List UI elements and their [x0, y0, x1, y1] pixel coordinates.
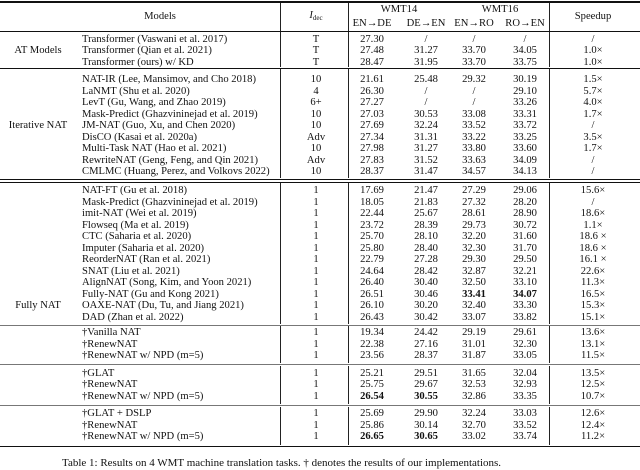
score-value: 33.70: [462, 56, 486, 68]
score-value: 32.20: [462, 231, 486, 242]
speedup-value: 1.5×: [583, 74, 603, 85]
block-rule: [0, 405, 640, 406]
score-value: 21.83: [414, 196, 438, 208]
model-name: CTC (Saharia et al. 2020): [82, 231, 192, 242]
score-value: 33.41: [462, 288, 486, 300]
speedup-value: 1.7×: [583, 143, 603, 154]
column-divider: [280, 3, 281, 31]
column-divider: [348, 366, 349, 404]
column-divider: [348, 3, 349, 31]
score-value: 34.07: [513, 288, 537, 300]
idec-value: 10: [310, 108, 322, 120]
speedup-value: 13.5×: [580, 367, 606, 379]
column-divider: [549, 366, 550, 404]
speedup-value: 16.1 ×: [579, 254, 607, 265]
group-label: Iterative NAT: [8, 120, 68, 131]
model-name: †RenewNAT: [82, 419, 138, 431]
speedup-value: 16.5×: [580, 288, 606, 300]
model-name: †RenewNAT w/ NPD (m=5): [82, 431, 204, 442]
score-value: 32.24: [414, 120, 438, 131]
score-value: 33.30: [513, 300, 537, 311]
score-value: 33.26: [513, 97, 537, 108]
model-name: Imputer (Saharia et al. 2020): [82, 242, 205, 254]
score-value: 33.02: [462, 431, 486, 442]
header-idec: [309, 10, 322, 24]
idec-value: 1: [313, 300, 319, 311]
score-value: 32.70: [462, 419, 486, 431]
idec-value: 1: [313, 265, 319, 277]
score-value: 33.52: [513, 419, 537, 431]
score-value: 21.61: [360, 74, 384, 85]
speedup-value: 15.3×: [580, 300, 606, 311]
score-value: 28.10: [414, 231, 438, 242]
score-value: 26.51: [360, 288, 384, 300]
score-value: 32.93: [513, 379, 537, 390]
speedup-value: 18.6 ×: [579, 231, 607, 242]
speedup-value: 1.1×: [583, 219, 603, 231]
score-value: 33.08: [462, 108, 486, 120]
model-name: Fully-NAT (Gu and Kong 2021): [82, 288, 219, 300]
table-caption: Table 1: Results on 4 WMT machine translation tasks. † denotes the results of our implementations.: [62, 457, 502, 469]
speedup-value: /: [591, 120, 595, 131]
score-value: 32.53: [462, 379, 486, 390]
score-value: /: [472, 85, 476, 97]
score-value: 28.90: [513, 208, 537, 219]
idec-value: 1: [313, 208, 319, 219]
model-name: LevT (Gu, Wang, and Zhao 2019): [82, 97, 226, 108]
score-value: 25.86: [360, 419, 384, 431]
score-value: 25.67: [414, 208, 438, 219]
speedup-value: 10.7×: [580, 390, 606, 402]
speedup-value: 3.5×: [583, 131, 603, 143]
score-value: /: [472, 97, 476, 108]
idec-value: 1: [313, 408, 319, 419]
score-value: 22.38: [360, 338, 384, 350]
score-value: 23.56: [360, 350, 384, 361]
model-name: NAT-FT (Gu et al. 2018): [82, 185, 188, 196]
model-name: Transformer (Vaswani et al. 2017): [82, 33, 228, 45]
score-value: 30.14: [414, 419, 438, 431]
score-value: 25.48: [414, 74, 438, 85]
score-value: 32.21: [513, 265, 537, 277]
header-wmt16: WMT16: [481, 4, 519, 15]
speedup-value: 18.6×: [580, 208, 606, 219]
idec-value: 10: [310, 166, 322, 177]
score-value: 29.10: [513, 85, 537, 97]
idec-value: 1: [313, 219, 319, 231]
score-value: 27.27: [360, 97, 384, 108]
score-value: 33.52: [462, 120, 486, 131]
score-value: 27.03: [360, 108, 384, 120]
idec-value: 4: [313, 85, 319, 97]
score-value: 33.35: [513, 390, 537, 402]
score-value: /: [424, 85, 428, 97]
model-name: Flowseq (Ma et al. 2019): [82, 219, 189, 231]
score-value: 33.60: [513, 143, 537, 154]
score-value: 18.05: [360, 196, 384, 208]
column-divider: [549, 326, 550, 363]
score-value: 33.25: [513, 131, 537, 143]
double-rule: [0, 179, 640, 180]
column-divider: [348, 32, 349, 67]
score-value: 24.42: [414, 327, 438, 338]
speedup-value: 13.6×: [580, 327, 606, 338]
score-value: 30.42: [414, 311, 438, 323]
speedup-value: 12.5×: [580, 379, 606, 390]
score-value: 30.46: [414, 288, 438, 300]
column-divider: [549, 69, 550, 178]
score-value: 29.30: [462, 254, 486, 265]
idec-value: 1: [313, 419, 319, 431]
score-value: 30.20: [414, 300, 438, 311]
model-name: Transformer (ours) w/ KD: [82, 56, 194, 68]
speedup-value: /: [591, 166, 595, 177]
idec-value: 1: [313, 338, 319, 350]
header-idec-sub: dec: [312, 14, 323, 22]
model-name: Transformer (Qian et al. 2021): [82, 45, 212, 56]
score-value: 33.10: [513, 277, 537, 288]
score-value: 33.70: [462, 45, 486, 56]
speedup-value: 4.0×: [583, 97, 603, 108]
score-value: 27.34: [360, 131, 384, 143]
score-value: 26.65: [360, 431, 384, 442]
score-value: 30.40: [414, 277, 438, 288]
model-name: Mask-Predict (Ghazvininejad et al. 2019): [82, 196, 258, 208]
score-value: 25.80: [360, 242, 384, 254]
idec-value: 1: [313, 231, 319, 242]
idec-value: 1: [313, 431, 319, 442]
score-value: 32.30: [462, 242, 486, 254]
idec-value: Adv: [306, 154, 326, 166]
idec-value: 1: [313, 311, 319, 323]
column-divider: [280, 366, 281, 404]
column-divider: [280, 326, 281, 363]
idec-value: 1: [313, 288, 319, 300]
score-value: 27.28: [414, 254, 438, 265]
score-value: 21.47: [414, 185, 438, 196]
idec-value: 1: [313, 242, 319, 254]
score-value: 27.29: [462, 185, 486, 196]
score-value: 27.32: [462, 196, 486, 208]
block-rule: [0, 325, 640, 326]
idec-value: 1: [313, 254, 319, 265]
header-idec-main: I: [309, 10, 313, 21]
model-name: †GLAT + DSLP: [82, 408, 152, 419]
score-value: 19.34: [360, 327, 384, 338]
score-value: 33.63: [462, 154, 486, 166]
score-value: /: [472, 33, 476, 45]
model-name: †GLAT: [82, 367, 115, 379]
block-rule: [0, 446, 640, 448]
header-rule: [0, 31, 640, 32]
speedup-value: 22.6×: [580, 265, 606, 277]
score-value: 29.90: [414, 408, 438, 419]
score-value: 26.54: [360, 390, 384, 402]
score-value: 32.24: [462, 408, 486, 419]
score-value: 29.67: [414, 379, 438, 390]
score-value: 29.32: [462, 74, 486, 85]
column-divider: [348, 326, 349, 363]
column-divider: [280, 69, 281, 178]
idec-value: 10: [310, 74, 322, 85]
header-de-en: DE→EN: [406, 18, 446, 29]
model-name: Mask-Predict (Ghazvininejad et al. 2019): [82, 108, 258, 120]
model-name: LaNMT (Shu et al. 2020): [82, 85, 190, 97]
column-divider: [280, 32, 281, 67]
score-value: 29.50: [513, 254, 537, 265]
idec-value: T: [312, 45, 320, 56]
idec-value: T: [312, 56, 320, 68]
speedup-value: 1.0×: [583, 45, 603, 56]
score-value: 25.21: [360, 367, 384, 379]
header-wmt14: WMT14: [380, 4, 418, 15]
score-value: 31.31: [414, 131, 438, 143]
score-value: 32.86: [462, 390, 486, 402]
speedup-value: 11.5×: [580, 350, 606, 361]
idec-value: 1: [313, 367, 319, 379]
column-divider: [549, 32, 550, 67]
column-divider: [348, 407, 349, 445]
score-value: 27.16: [414, 338, 438, 350]
speedup-value: 1.7×: [583, 108, 603, 120]
idec-value: Adv: [306, 131, 326, 143]
score-value: 28.37: [414, 350, 438, 361]
score-value: 32.30: [513, 338, 537, 350]
double-rule: [0, 182, 640, 183]
score-value: 33.05: [513, 350, 537, 361]
score-value: 30.55: [414, 390, 438, 402]
score-value: 28.39: [414, 219, 438, 231]
score-value: 28.37: [360, 166, 384, 177]
score-value: 28.40: [414, 242, 438, 254]
score-value: 33.74: [513, 431, 537, 442]
score-value: 31.47: [414, 166, 438, 177]
score-value: 32.40: [462, 300, 486, 311]
speedup-value: 15.6×: [580, 185, 606, 196]
score-value: 33.72: [513, 120, 537, 131]
speedup-value: 1.0×: [583, 56, 603, 68]
speedup-value: 11.2×: [580, 431, 606, 442]
score-value: 25.69: [360, 408, 384, 419]
model-name: †RenewNAT w/ NPD (m=5): [82, 350, 204, 361]
model-name: AlignNAT (Song, Kim, and Yoon 2021): [82, 277, 252, 288]
column-divider: [549, 183, 550, 324]
score-value: 34.13: [513, 166, 537, 177]
model-name: JM-NAT (Guo, Xu, and Chen 2020): [82, 120, 236, 131]
idec-value: 10: [310, 143, 322, 154]
score-value: 30.53: [414, 108, 438, 120]
header-ro-en: RO→EN: [505, 18, 545, 29]
header-models: Models: [144, 11, 176, 22]
score-value: 28.20: [513, 196, 537, 208]
score-value: 25.70: [360, 231, 384, 242]
score-value: 24.64: [360, 265, 384, 277]
score-value: 31.87: [462, 350, 486, 361]
score-value: 33.82: [513, 311, 537, 323]
score-value: 26.30: [360, 85, 384, 97]
model-name: †RenewNAT: [82, 379, 138, 390]
model-name: Multi-Task NAT (Hao et al. 2021): [82, 143, 227, 154]
model-name: CMLMC (Huang, Perez, and Volkovs 2022): [82, 166, 270, 177]
model-name: †RenewNAT: [82, 338, 138, 350]
score-value: /: [424, 33, 428, 45]
score-value: 29.51: [414, 367, 438, 379]
score-value: 31.52: [414, 154, 438, 166]
score-value: 28.42: [414, 265, 438, 277]
score-value: 26.40: [360, 277, 384, 288]
score-value: 25.75: [360, 379, 384, 390]
idec-value: 6+: [310, 97, 322, 108]
speedup-value: /: [591, 154, 595, 166]
speedup-value: 11.3×: [580, 277, 606, 288]
score-value: 27.83: [360, 154, 384, 166]
speedup-value: 18.6 ×: [579, 242, 607, 254]
header-en-ro: EN→RO: [454, 18, 494, 29]
score-value: 31.27: [414, 143, 438, 154]
model-name: RewriteNAT (Geng, Feng, and Qin 2021): [82, 154, 259, 166]
score-value: 33.80: [462, 143, 486, 154]
score-value: 28.47: [360, 56, 384, 68]
score-value: 27.98: [360, 143, 384, 154]
score-value: 31.01: [462, 338, 486, 350]
score-value: 22.44: [360, 208, 384, 219]
score-value: 17.69: [360, 185, 384, 196]
model-name: imit-NAT (Wei et al. 2019): [82, 208, 197, 219]
speedup-value: /: [591, 196, 595, 208]
idec-value: 1: [313, 277, 319, 288]
model-name: NAT-IR (Lee, Mansimov, and Cho 2018): [82, 74, 256, 85]
score-value: 27.48: [360, 45, 384, 56]
score-value: 23.72: [360, 219, 384, 231]
score-value: 29.19: [462, 327, 486, 338]
group-label: Fully NAT: [15, 300, 61, 311]
score-value: 32.04: [513, 367, 537, 379]
model-name: DisCO (Kasai et al. 2020a): [82, 131, 198, 143]
score-value: 29.61: [513, 327, 537, 338]
score-value: 26.43: [360, 311, 384, 323]
score-value: 31.70: [513, 242, 537, 254]
score-value: 22.79: [360, 254, 384, 265]
model-name: DAD (Zhan et al. 2022): [82, 311, 184, 323]
score-value: 30.19: [513, 74, 537, 85]
model-name: †RenewNAT w/ NPD (m=5): [82, 390, 204, 402]
score-value: 29.73: [462, 219, 486, 231]
idec-value: 1: [313, 185, 319, 196]
column-divider: [549, 407, 550, 445]
speedup-value: 12.6×: [580, 408, 606, 419]
score-value: 33.75: [513, 56, 537, 68]
column-divider: [348, 69, 349, 178]
top-rule: [0, 1, 640, 3]
idec-value: 1: [313, 390, 319, 402]
speedup-value: 12.4×: [580, 419, 606, 431]
model-name: OAXE-NAT (Du, Tu, and Jiang 2021): [82, 300, 244, 311]
score-value: /: [523, 33, 527, 45]
score-value: 31.27: [414, 45, 438, 56]
score-value: 33.03: [513, 408, 537, 419]
score-value: 28.61: [462, 208, 486, 219]
score-value: 27.30: [360, 33, 384, 45]
group-label: AT Models: [14, 45, 62, 56]
idec-value: 1: [313, 379, 319, 390]
idec-value: T: [312, 33, 320, 45]
score-value: 34.57: [462, 166, 486, 177]
score-value: 30.65: [414, 431, 438, 442]
speedup-value: /: [591, 33, 595, 45]
score-value: 32.87: [462, 265, 486, 277]
score-value: 31.60: [513, 231, 537, 242]
score-value: 33.31: [513, 108, 537, 120]
column-divider: [280, 183, 281, 324]
idec-value: 1: [313, 327, 319, 338]
score-value: 31.95: [414, 56, 438, 68]
column-divider: [280, 407, 281, 445]
speedup-value: 13.1×: [580, 338, 606, 350]
score-value: /: [424, 97, 428, 108]
idec-value: 10: [310, 120, 322, 131]
score-value: 33.07: [462, 311, 486, 323]
score-value: 29.06: [513, 185, 537, 196]
speedup-value: 15.1×: [580, 311, 606, 323]
idec-value: 1: [313, 196, 319, 208]
score-value: 31.65: [462, 367, 486, 379]
model-name: †Vanilla NAT: [82, 327, 141, 338]
block-rule: [0, 68, 640, 69]
header-speedup: Speedup: [574, 11, 612, 22]
model-name: ReorderNAT (Ran et al. 2021): [82, 254, 211, 265]
score-value: 27.69: [360, 120, 384, 131]
score-value: 34.09: [513, 154, 537, 166]
score-value: 26.10: [360, 300, 384, 311]
column-divider: [348, 183, 349, 324]
model-name: SNAT (Liu et al. 2021): [82, 265, 180, 277]
column-divider: [549, 3, 550, 31]
block-rule: [0, 364, 640, 365]
score-value: 33.22: [462, 131, 486, 143]
score-value: 30.72: [513, 219, 537, 231]
idec-value: 1: [313, 350, 319, 361]
score-value: 32.50: [462, 277, 486, 288]
header-en-de: EN→DE: [352, 18, 392, 29]
speedup-value: 5.7×: [583, 85, 603, 97]
score-value: 34.05: [513, 45, 537, 56]
